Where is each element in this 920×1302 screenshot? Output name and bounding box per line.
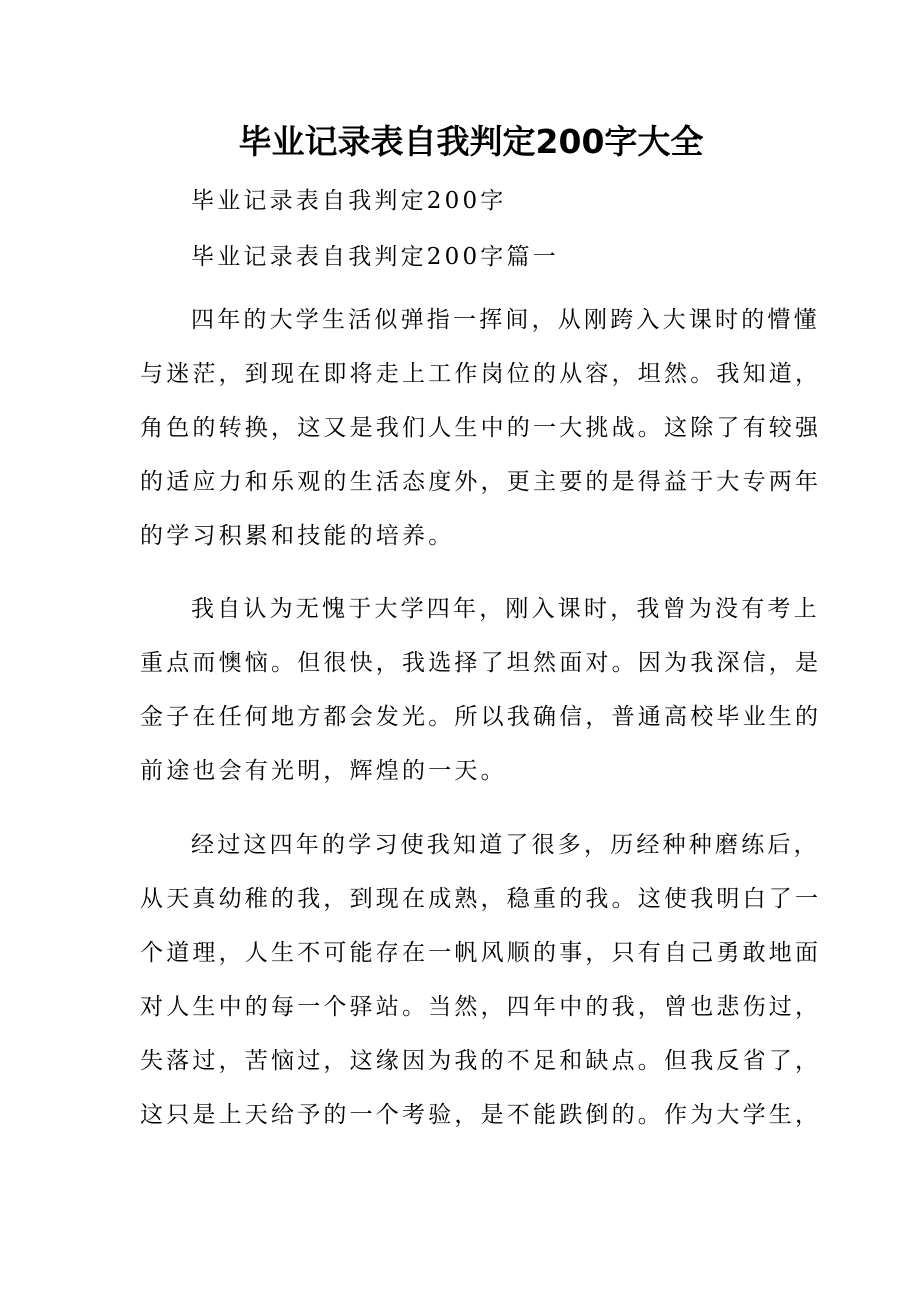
paragraph-line: 失落过，苦恼过，这缘因为我的不足和缺点。但我反省了， bbox=[140, 1048, 822, 1074]
paragraph-line: 从天真幼稚的我，到现在成熟，稳重的我。这使我明白了一 bbox=[140, 886, 822, 912]
paragraph-line: 与迷茫，到现在即将走上工作岗位的从容，坦然。我知道， bbox=[140, 361, 822, 387]
paragraph-line: 个道理，人生不可能存在一帆风顺的事，只有自己勇敢地面 bbox=[140, 940, 822, 966]
paragraph-line: 金子在任何地方都会发光。所以我确信，普通高校毕业生的 bbox=[140, 704, 822, 730]
subtitle-line: 毕业记录表自我判定200字 bbox=[191, 188, 507, 214]
subtitle-line: 毕业记录表自我判定200字篇一 bbox=[191, 244, 559, 270]
paragraph-line: 角色的转换，这又是我们人生中的一大挑战。这除了有较强 bbox=[140, 415, 822, 441]
paragraph-line: 前途也会有光明，辉煌的一天。 bbox=[140, 758, 507, 784]
document-title: 毕业记录表自我判定200字大全 bbox=[238, 122, 704, 161]
paragraph-line: 重点而懊恼。但很快，我选择了坦然面对。因为我深信，是 bbox=[140, 650, 822, 676]
paragraph-line: 的学习积累和技能的培养。 bbox=[140, 523, 455, 549]
paragraph-line: 对人生中的每一个驿站。当然，四年中的我，曾也悲伤过， bbox=[140, 994, 822, 1020]
paragraph-line: 我自认为无愧于大学四年，刚入课时，我曾为没有考上 bbox=[191, 596, 820, 622]
paragraph-line: 这只是上天给予的一个考验，是不能跌倒的。作为大学生， bbox=[140, 1102, 822, 1128]
paragraph-line: 四年的大学生活似弹指一挥间，从刚跨入大课时的懵懂 bbox=[191, 307, 820, 333]
paragraph-line: 经过这四年的学习使我知道了很多，历经种种磨练后， bbox=[191, 832, 820, 858]
paragraph-line: 的适应力和乐观的生活态度外，更主要的是得益于大专两年 bbox=[140, 469, 822, 495]
